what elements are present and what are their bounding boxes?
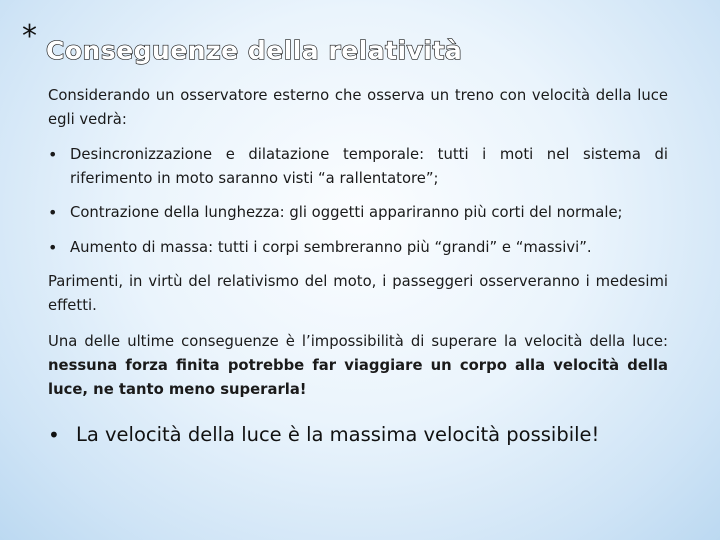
effects-list	[48, 143, 668, 260]
bullet-icon: •	[48, 145, 58, 164]
conclusion-text: La velocità della luce è la massima velocità possibile!	[76, 423, 600, 446]
bullet-icon: •	[48, 423, 60, 447]
paragraph-lead-text: Una delle ultime conseguenze è l’impossibilità di superare la velocità della luce:	[48, 333, 668, 350]
bullet-icon: •	[48, 203, 58, 222]
bullet-icon: •	[48, 238, 58, 257]
paragraph-bold-text: nessuna forza finita potrebbe far viaggiare un corpo alla velocità della luce, ne tanto meno superarla!	[48, 357, 668, 398]
list-item	[48, 143, 668, 191]
conclusion-bullet	[48, 422, 668, 448]
slide-title: Conseguenze della relatività	[46, 36, 463, 65]
title-asterisk: *	[22, 19, 37, 54]
list-item	[48, 236, 668, 260]
slide-body	[48, 84, 668, 448]
bullet-text: Desincronizzazione e dilatazione temporale: tutti i moti nel sistema di riferimento in moto saranno visti “a rallentatore”;	[70, 146, 668, 187]
bullet-text: Aumento di massa: tutti i corpi sembreranno più “grandi” e “massivi”.	[70, 239, 592, 256]
bullet-text: Contrazione della lunghezza: gli oggetti appariranno più corti del normale;	[70, 204, 623, 221]
paragraph-passengers: Parimenti, in virtù del relativismo del moto, i passeggeri osserveranno i medesimi effetti.	[48, 273, 668, 314]
list-item	[48, 201, 668, 225]
paragraph-speed-limit	[48, 330, 668, 402]
intro-paragraph: Considerando un osservatore esterno che osserva un treno con velocità della luce egli vedrà:	[48, 87, 668, 128]
